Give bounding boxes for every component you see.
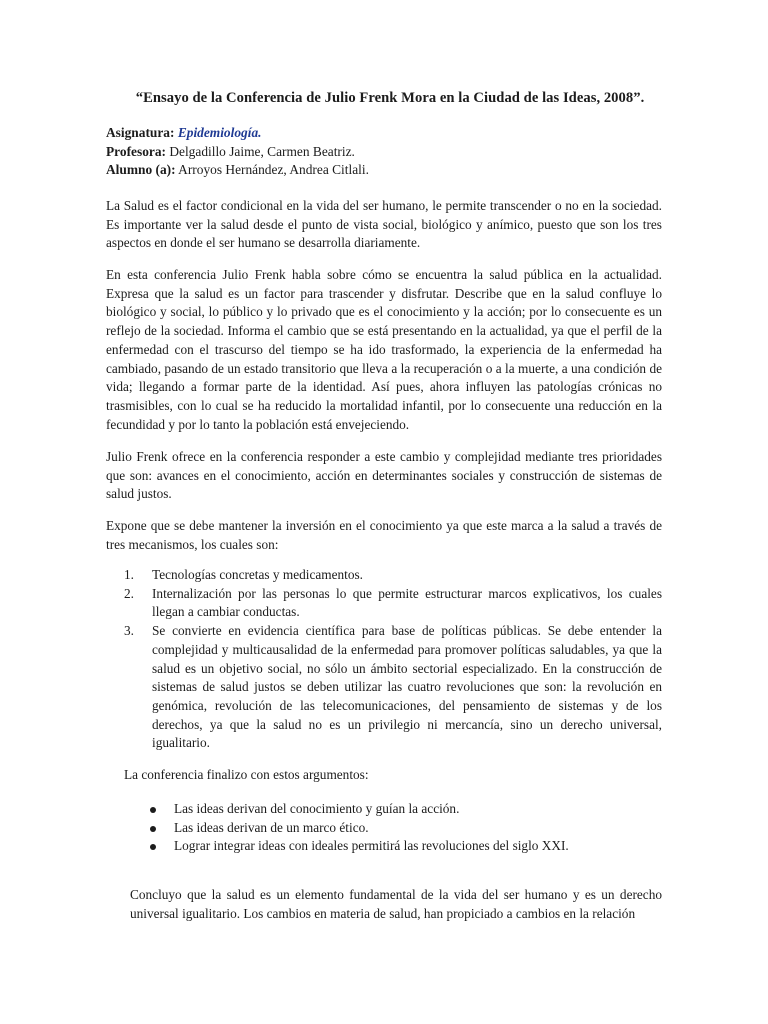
professor-label: Profesora: bbox=[106, 143, 166, 159]
list-item-number: 1. bbox=[124, 567, 134, 582]
list-item-text: Se convierte en evidencia científica para base de políticas públicas. Se debe entender la complejidad y multicausalidad de la enfermedad para promover políticas saludables, ya que la salud es un objetivo social, no sólo un ámbito sectorial especializado. En la construcción de sistemas de salud justos se deben utilizar las cuatro revoluciones que son: la revolución en genómica, revolución de las telecomunicaciones, del pensamiento de sistemas y de los derechos, ya que la salud no es un privilegio ni mercancía, sino un derecho universal, igualitario. bbox=[152, 623, 662, 751]
paragraph-investment: Expone que se debe mantener la inversión en el conocimiento ya que este marca a la salud a través de tres mecanismos, los cuales son: bbox=[106, 518, 662, 552]
paragraph-conference: En esta conferencia Julio Frenk habla sobre cómo se encuentra la salud pública en la actualidad. Expresa que la salud es un factor para trascender y disfrutar. Describe que en la salud confluye lo biológico y social, lo público y lo privado que es el conocimiento y la acción; por lo consecuente es un reflejo de la sociedad. Informa el cambio que se está presentando en la actualidad, ya que el perfil de la enfermedad con el trascurso del tiempo se ha ido trasformado, la experiencia de la enfermedad ha cambiado, pasando de un estado transitorio que lleva a la recuperación o a la muerte, a una condición de vida; llegando a formar parte de la identidad. Así pues, ahora influyen las patologías crónicas no trasmisibles, con lo cual se ha reducido la mortalidad infantil, por lo consecuente una reducción en la fecundidad y por lo tanto la población está envejeciendo. bbox=[106, 267, 662, 432]
subject-label: Asignatura: bbox=[106, 125, 175, 140]
paragraph-intro: La Salud es el factor condicional en la vida del ser humano, le permite transcender o no en la sociedad. Es importante ver la salud desde el punto de vista social, biológico y anímico, puesto que son los tres aspectos en donde el ser humano se desarrolla diariamente. bbox=[106, 198, 662, 251]
document-meta bbox=[106, 124, 369, 180]
list-item-text: Tecnologías concretas y medicamentos. bbox=[152, 567, 364, 582]
list-item bbox=[124, 566, 662, 585]
list-item bbox=[124, 585, 662, 622]
list-item-number: 3. bbox=[124, 623, 134, 639]
document-title: “Ensayo de la Conferencia de Julio Frenk Mora en la Ciudad de las Ideas, 2008”. bbox=[135, 90, 645, 106]
list-item bbox=[148, 819, 569, 838]
list-item-text: Las ideas derivan del conocimiento y guían la acción. bbox=[174, 801, 460, 816]
arguments-list bbox=[148, 800, 569, 856]
student-label: Alumno (a): bbox=[106, 162, 176, 177]
professor-value: Delgadillo Jaime, Carmen Beatriz. bbox=[169, 143, 355, 159]
bullet-icon bbox=[150, 826, 156, 832]
student-value: Arroyos Hernández, Andrea Citlali. bbox=[178, 162, 369, 177]
list-item-text: Las ideas derivan de un marco ético. bbox=[174, 819, 369, 835]
student-line bbox=[106, 161, 369, 180]
paragraph-final: Concluyo que la salud es un elemento fundamental de la vida del ser humano y es un derecho universal igualitario. Los cambios en materia de salud, han propiciado a cambios en la relación bbox=[130, 887, 662, 921]
mechanisms-list bbox=[124, 566, 662, 753]
list-item bbox=[148, 837, 569, 856]
list-item bbox=[124, 622, 662, 753]
bullet-icon bbox=[150, 807, 156, 813]
subject-value: Epidemiología. bbox=[177, 125, 262, 140]
list-item-number: 2. bbox=[124, 585, 134, 601]
list-item-text: Internalización por las personas lo que permite estructurar marcos explicativos, los cuales llegan a cambiar conductas. bbox=[152, 585, 662, 620]
subject-line bbox=[106, 124, 369, 143]
list-item bbox=[148, 800, 569, 819]
list-item-text: Lograr integrar ideas con ideales permitirá las revoluciones del siglo XXI. bbox=[174, 838, 569, 854]
paragraph-priorities: Julio Frenk ofrece en la conferencia responder a este cambio y complejidad mediante tres prioridades que son: avances en el conocimiento, acción en determinantes sociales y construcción de sistemas de salud justos. bbox=[106, 449, 662, 502]
bullet-icon bbox=[150, 844, 156, 850]
conclusion-intro: La conferencia finalizo con estos argumentos: bbox=[124, 767, 369, 782]
professor-line bbox=[106, 143, 369, 162]
